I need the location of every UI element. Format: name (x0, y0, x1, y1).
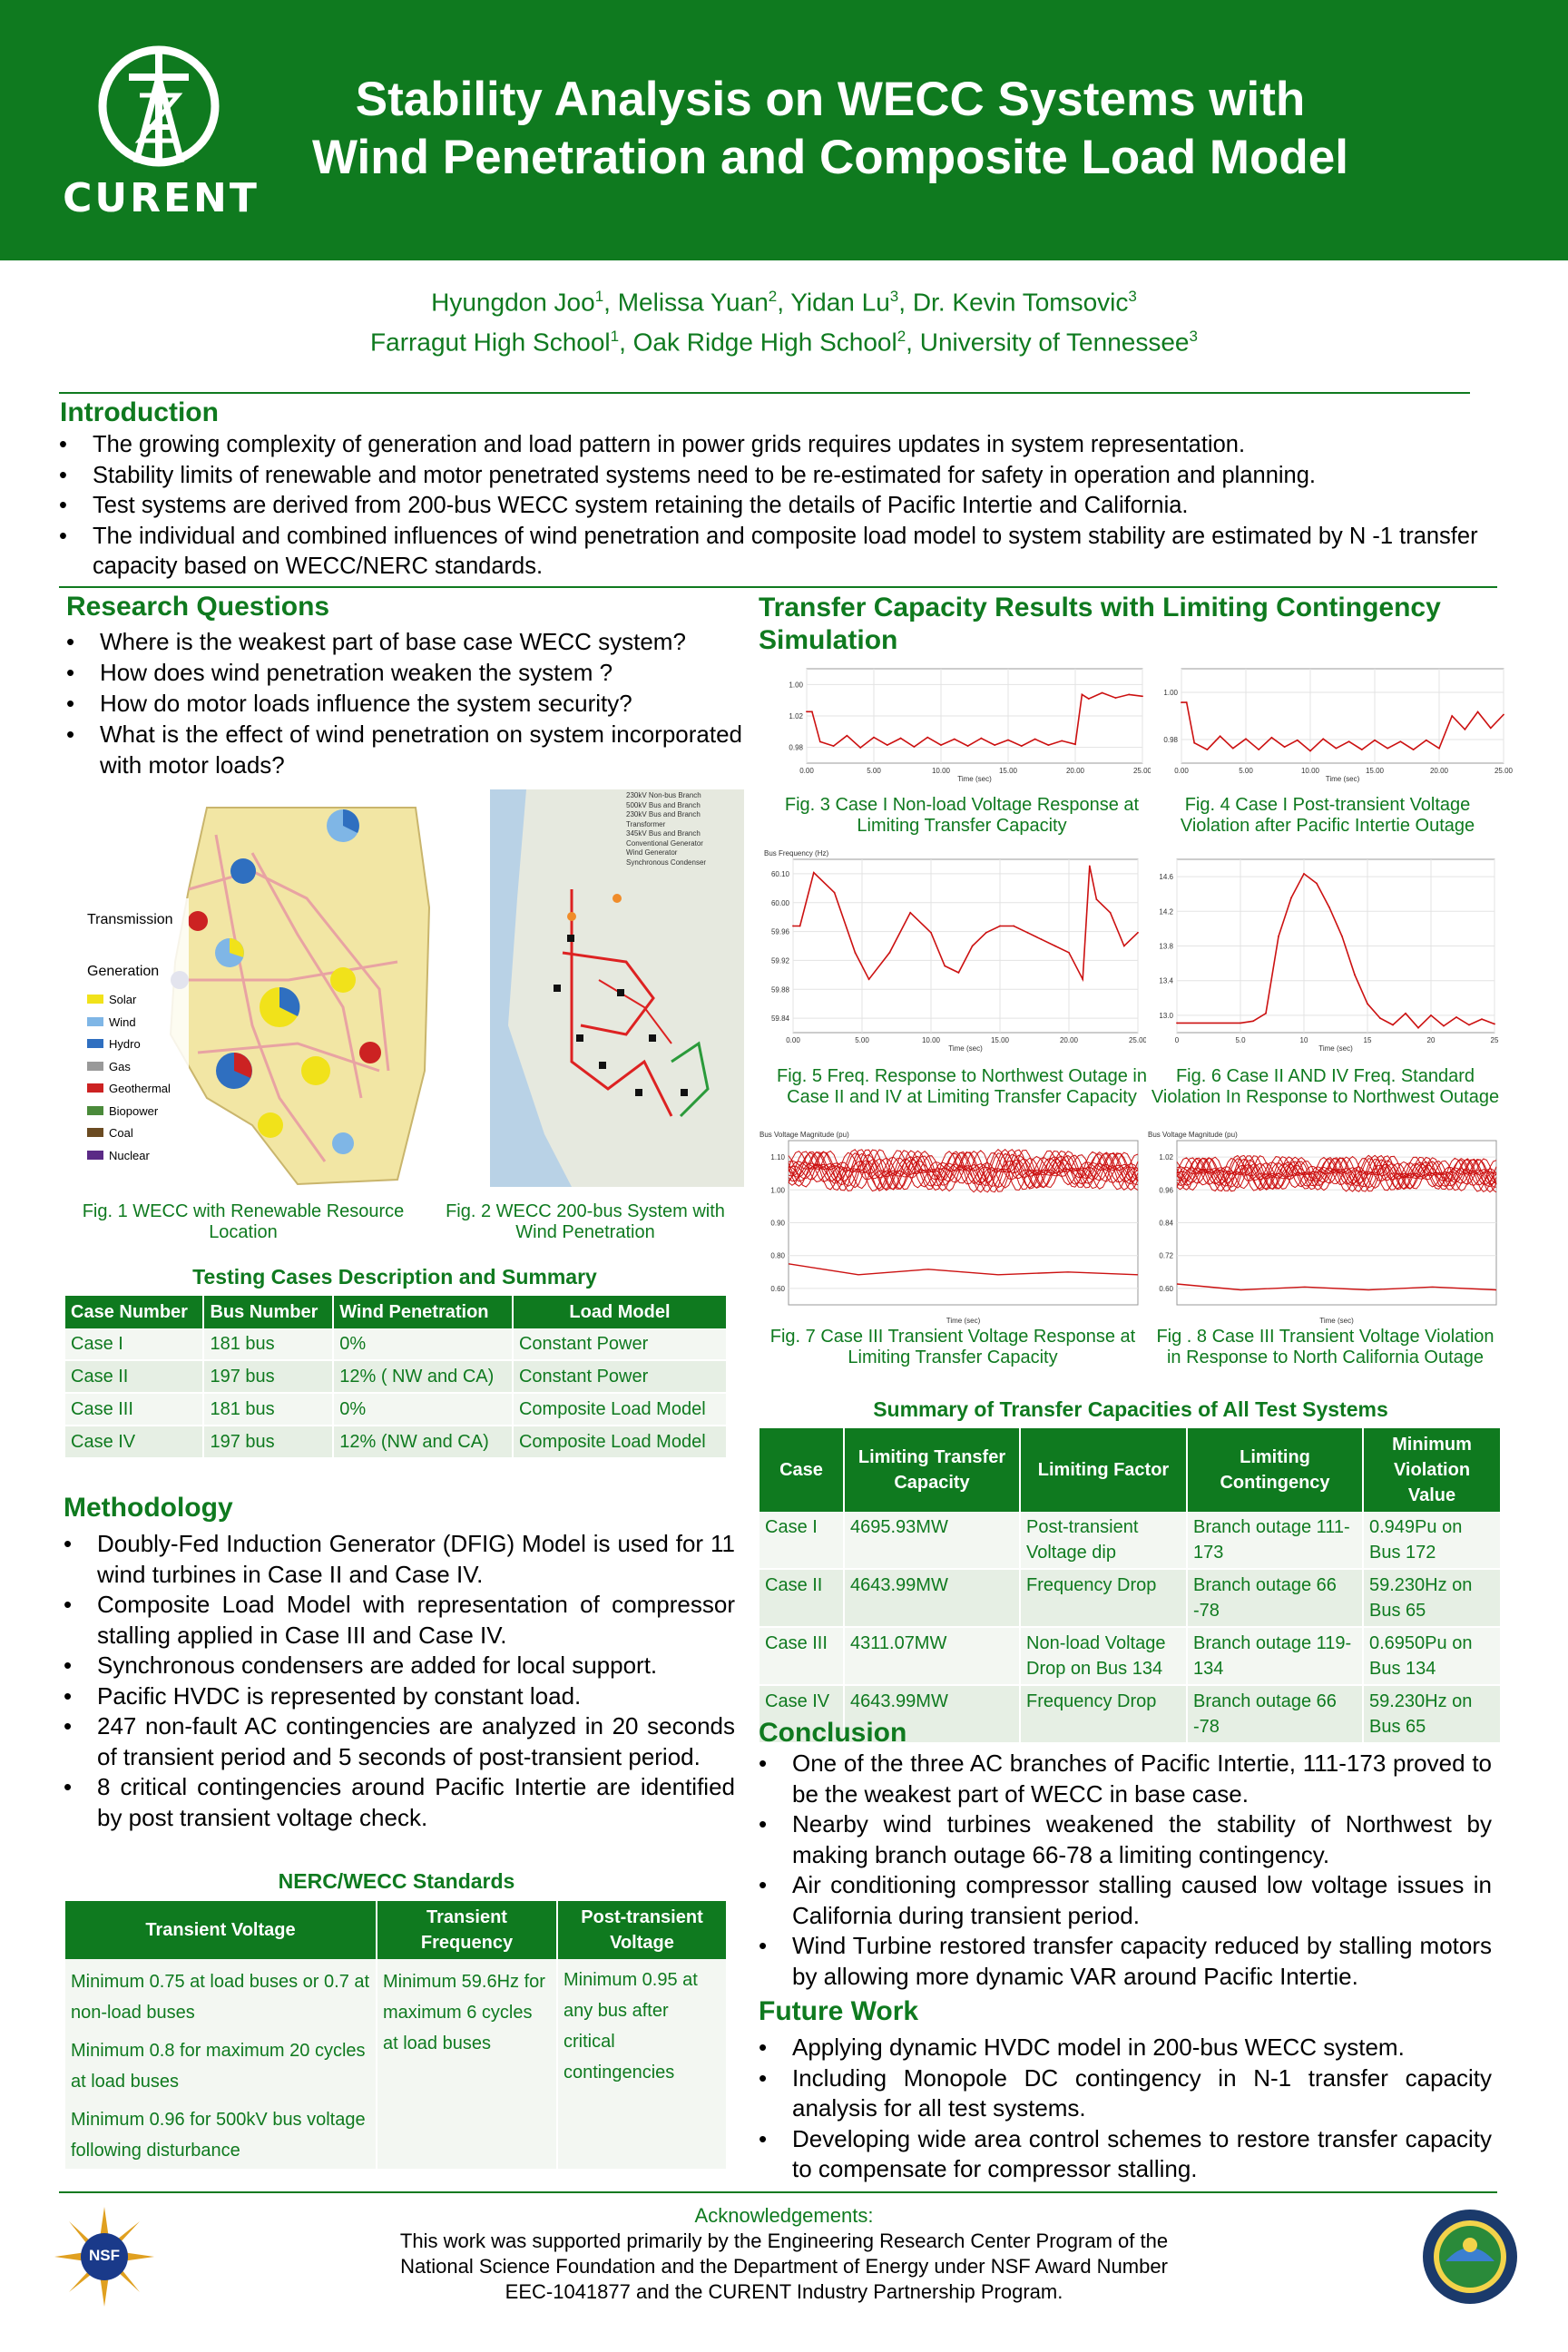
legend-item: Transformer (626, 819, 666, 828)
data-point (1110, 912, 1112, 914)
data-point (1021, 745, 1023, 747)
x-tick-label: 15.00 (1365, 767, 1385, 775)
y-tick-label: 59.84 (770, 1014, 789, 1024)
table-row: Case III 181 bus 0% Composite Load Model (65, 1393, 727, 1426)
poster-title (272, 71, 1388, 187)
x-tick-label: 25.00 (1128, 1036, 1148, 1044)
cases-table (65, 1296, 728, 1459)
data-point (1430, 1014, 1432, 1016)
legend-item: Biopower (87, 1101, 171, 1123)
y-tick-label: 1.00 (789, 681, 803, 690)
list-item: • Including Monopole DC contingency in N-1 transfer capacity analysis for all test systems. (759, 2063, 1492, 2124)
fig7-caption: Fig. 7 Case III Transient Voltage Response at Limiting Transfer Capacity (769, 1327, 1136, 1367)
fig6-caption: Fig. 6 Case II AND IV Freq. Standard Violation In Response to Northwest Outage (1151, 1066, 1500, 1107)
x-tick-label: 0.00 (1174, 767, 1189, 775)
column-header: Limiting Transfer Capacity (844, 1428, 1020, 1512)
list-item: • 247 non-fault AC contingencies are analyzed in 20 seconds of transient period and 5 seconds of post-transient period. (64, 1711, 735, 1772)
fig1-generation-label: Generation (87, 964, 160, 979)
methodology-list (64, 1529, 735, 1833)
y-tick-label: 14.6 (1159, 873, 1173, 882)
column-header: Post-transient Voltage (557, 1901, 727, 1959)
list-item: • How does wind penetration weaken the system ? (66, 657, 742, 688)
data-point (909, 912, 911, 914)
data-point (1265, 1013, 1267, 1014)
data-point (1316, 883, 1318, 885)
summary-table (760, 1428, 1502, 1744)
data-point (972, 946, 974, 947)
column-header: Minimum Violation Value (1363, 1428, 1501, 1512)
data-point (1252, 1020, 1254, 1022)
fig3-plot (776, 658, 1152, 783)
ack-line: EEC-1041877 and the CURENT Industry Partnership Program. (505, 2280, 1063, 2303)
data-point (1361, 749, 1363, 750)
legend-item: Gas (87, 1056, 171, 1079)
column-header: Bus Number (203, 1296, 333, 1328)
table-row: Case I 4695.93MW Post-transient Voltage dip Branch outage 111-173 0.949Pu on Bus 172 (760, 1512, 1501, 1569)
ack-line: National Science Foundation and the Department of Energy under NSF Award Number (400, 2255, 1168, 2278)
data-point (1068, 952, 1070, 954)
data-point (900, 738, 902, 740)
data-point (1481, 1018, 1483, 1020)
y-tick-label: 1.02 (1159, 1153, 1173, 1162)
title-line-1: Stability Analysis on WECC Systems with (355, 73, 1306, 126)
y-tick-label: 0.72 (1159, 1251, 1173, 1260)
x-tick-label: 20 (1426, 1036, 1436, 1044)
data-point (847, 735, 848, 737)
list-item: • Composite Load Model with representation of compressor stalling applied in Case III and Case IV. (64, 1590, 735, 1651)
acknowledgements (0, 2203, 1568, 2305)
y-axis-label: Bus Voltage Magnitude (pu) (1148, 1131, 1238, 1139)
data-point (873, 737, 875, 739)
data-point (1297, 740, 1298, 741)
data-point (940, 744, 942, 746)
data-point (1074, 743, 1076, 745)
nerc-table-title: NERC/WECC Standards (278, 1869, 515, 1893)
data-point (1348, 740, 1350, 742)
list-item: • Synchronous condensers are added for local support. (64, 1651, 735, 1681)
data-point (1007, 740, 1009, 741)
table-row: Case II 4643.99MW Frequency Drop Branch outage 66 -78 59.230Hz on Bus 65 (760, 1569, 1501, 1627)
y-tick-label: 13.8 (1159, 942, 1173, 951)
fig1-legend (87, 989, 171, 1167)
data-point (1013, 926, 1014, 927)
ack-heading: Acknowledgements: (694, 2204, 874, 2227)
list-item: • What is the effect of wind penetration on system incorporated with motor loads? (66, 719, 742, 780)
data-point (1142, 695, 1143, 697)
data-point (1494, 1024, 1495, 1025)
data-point (1082, 978, 1083, 980)
data-point (1465, 729, 1466, 730)
table-row: Case IV 4643.99MW Frequency Drop Branch outage 66 -78 59.230Hz on Bus 65 (760, 1685, 1501, 1743)
data-point (1374, 740, 1376, 741)
data-point (1468, 1024, 1470, 1026)
data-point (1417, 1027, 1419, 1029)
introduction-heading: Introduction (60, 397, 219, 427)
fig5-plot (762, 848, 1148, 1053)
research-list (66, 626, 742, 780)
fig1-caption: Fig. 1 WECC with Renewable Resource Location (82, 1201, 405, 1242)
data-point (792, 926, 794, 927)
x-tick-label: 15.00 (990, 1036, 1010, 1044)
data-point (1115, 697, 1117, 699)
legend-item: Conventional Generator (626, 838, 703, 848)
list-item: • Applying dynamic HVDC model in 200-bus WECC system. (759, 2033, 1492, 2063)
y-tick-label: 1.10 (770, 1153, 785, 1162)
list-item: • Where is the weakest part of base case WECC system? (66, 626, 742, 657)
conclusion-heading: Conclusion (759, 1718, 907, 1748)
x-axis-label: Time (sec) (1318, 1044, 1353, 1053)
data-point (1443, 1025, 1445, 1027)
column-header: Wind Penetration (333, 1296, 513, 1328)
data-point (1048, 744, 1050, 746)
list-item: • Nearby wind turbines weakened the stability of Northwest by making branch outage 66-78 a limiting contingency. (759, 1809, 1492, 1870)
column-header: Limiting Contingency (1187, 1428, 1363, 1512)
data-point (1123, 946, 1125, 947)
legend-item: Hydro (87, 1034, 171, 1056)
legend-item: 230kV Bus and Branch (626, 810, 701, 818)
standard-item: Minimum 59.6Hz for maximum 6 cycles at load buses (377, 1959, 557, 2170)
data-point (1328, 906, 1330, 908)
divider (59, 392, 1470, 394)
doe-seal-icon (1420, 2207, 1520, 2307)
plot-frame (793, 859, 1138, 1033)
x-tick-label: 0.00 (786, 1036, 800, 1044)
x-axis-label: Time (sec) (946, 1317, 981, 1325)
data-point (930, 932, 932, 934)
x-tick-label: 0.00 (799, 767, 814, 775)
title-line-2: Wind Penetration and Composite Load Model (312, 131, 1348, 184)
fig1-transmission-label: Transmission (87, 912, 173, 927)
legend-item: Solar (87, 989, 171, 1012)
y-tick-label: 0.96 (1159, 1186, 1173, 1195)
y-tick-label: 1.02 (789, 712, 803, 720)
data-point (1284, 746, 1286, 748)
data-point (1413, 749, 1415, 750)
x-tick-label: 5.00 (855, 1036, 869, 1044)
legend-item: Wind (87, 1012, 171, 1034)
data-point (1034, 739, 1036, 740)
data-point (981, 738, 983, 740)
data-point (833, 745, 835, 747)
table-row: Case I 181 bus 0% Constant Power (65, 1328, 727, 1360)
data-point (1341, 936, 1343, 937)
data-point (1245, 738, 1247, 740)
y-tick-label: 0.60 (1159, 1284, 1173, 1293)
x-tick-label: 25.00 (1132, 767, 1152, 775)
standard-item: Minimum 0.8 for maximum 20 cycles at load buses (71, 2041, 366, 2092)
x-tick-label: 15 (1363, 1036, 1372, 1044)
x-axis-label: Time (sec) (957, 775, 992, 783)
data-point (1181, 701, 1182, 703)
data-point (985, 932, 987, 934)
table-row: Case III 4311.07MW Non-load Voltage Drop on Bus 134 Branch outage 119-134 0.6950Pu on Bus 134 (760, 1627, 1501, 1685)
ack-line: This work was supported primarily by the Engineering Research Center Program of the (399, 2230, 1169, 2252)
methodology-heading: Methodology (64, 1493, 233, 1523)
divider (59, 2191, 1497, 2193)
data-point (1400, 740, 1402, 742)
x-tick-label: 5.00 (867, 767, 881, 775)
data-point (944, 965, 946, 967)
data-point (1271, 737, 1273, 739)
x-axis-label: Time (sec) (948, 1044, 983, 1053)
data-point (1054, 946, 1056, 947)
data-point (1387, 748, 1388, 750)
y-tick-label: 60.10 (770, 869, 789, 878)
table-row: Case IV 197 bus 12% (NW and CA) Composite Load Model (65, 1426, 727, 1458)
data-point (1193, 742, 1195, 744)
fig5-caption: Fig. 5 Freq. Response to Northwest Outage in Case II and IV at Limiting Transfer Capacity (777, 1066, 1147, 1107)
column-header: Case Number (65, 1296, 203, 1328)
table-row (65, 1959, 727, 2170)
legend-item: 500kV Bus and Branch (626, 800, 701, 809)
data-point (806, 710, 808, 712)
table-header-row (760, 1428, 1501, 1512)
data-point (1232, 748, 1234, 750)
list-item: • Developing wide area control schemes to restore transfer capacity to compensate for compressor stalling. (759, 2124, 1492, 2185)
column-header: Load Model (513, 1296, 727, 1328)
fig4-plot (1151, 658, 1514, 783)
data-point (1082, 693, 1083, 695)
data-point (859, 747, 861, 749)
data-point (1176, 1022, 1178, 1024)
data-point (1367, 1003, 1368, 1004)
data-point (1426, 740, 1427, 741)
x-tick-label: 15.00 (998, 767, 1018, 775)
y-tick-label: 60.00 (770, 898, 789, 907)
y-tick-label: 0.98 (1163, 736, 1178, 744)
fig6-plot (1146, 848, 1500, 1053)
fig3-caption: Fig. 3 Case I Non-load Voltage Response at Limiting Transfer Capacity (784, 795, 1140, 836)
data-point (967, 745, 969, 747)
list-item: • Air conditioning compressor stalling caused low voltage issues in California during transient period. (759, 1870, 1492, 1931)
data-point (889, 952, 891, 954)
data-point (1102, 692, 1103, 694)
fig8-caption: Fig . 8 Case III Transient Voltage Violation in Response to North California Outage (1156, 1327, 1494, 1367)
y-tick-label: 0.80 (770, 1251, 785, 1260)
y-axis-label: Bus Voltage Magnitude (pu) (760, 1131, 849, 1139)
legend-item: Coal (87, 1122, 171, 1145)
data-point (1451, 715, 1453, 717)
column-header: Transient Frequency (377, 1901, 557, 1959)
data-point (1128, 693, 1130, 695)
data-point (1278, 936, 1279, 937)
y-tick-label: 14.2 (1159, 907, 1173, 916)
data-point (1405, 1013, 1406, 1014)
y-tick-label: 0.98 (789, 743, 803, 752)
y-tick-label: 0.84 (1159, 1219, 1173, 1228)
fig1-map (71, 799, 434, 1189)
standard-item: Minimum 0.75 at load buses or 0.7 at non-load buses (71, 1972, 370, 2023)
data-point (1137, 932, 1139, 934)
x-tick-label: 20.00 (1429, 767, 1449, 775)
legend-item: 230kV Non-bus Branch (626, 791, 701, 799)
doe-seal (1420, 2207, 1520, 2307)
list-item: • The individual and combined influences of wind penetration and composite load model to system stability are estimated by N -1 transfer capacity based on WECC/NERC standards. (59, 522, 1511, 583)
table-header-row (65, 1901, 727, 1959)
data-point (813, 872, 815, 874)
data-point (926, 737, 928, 739)
x-axis-label: Time (sec) (1325, 775, 1360, 783)
y-tick-label: 1.00 (1163, 689, 1178, 697)
data-point (834, 892, 836, 894)
future-list (759, 2033, 1492, 2185)
legend-item: Nuclear (87, 1145, 171, 1168)
x-axis-label: Time (sec) (1319, 1317, 1354, 1325)
y-tick-label: 59.92 (770, 956, 789, 965)
data-point (1186, 701, 1188, 703)
data-point (1041, 938, 1043, 940)
list-item: • Doubly-Fed Induction Generator (DFIG) Model is used for 11 wind turbines in Case II and Case IV. (64, 1529, 735, 1590)
data-point (1503, 714, 1504, 716)
data-point (1322, 738, 1324, 740)
data-point (1438, 748, 1440, 750)
column-header: Transient Voltage (65, 1901, 377, 1959)
data-point (914, 746, 916, 748)
standard-item: Minimum 0.96 for 500kV bus voltage following disturbance (71, 2110, 366, 2161)
list-item: • Test systems are derived from 200-bus WECC system retaining the details of Pacific Intertie and California. (59, 491, 1511, 522)
authors-block (0, 279, 1568, 360)
plot-frame (1181, 669, 1504, 763)
y-tick-label: 0.90 (770, 1219, 785, 1228)
data-point (799, 926, 801, 927)
x-tick-label: 25.00 (1494, 767, 1514, 775)
fig2-caption: Fig. 2 WECC 200-bus System with Wind Penetration (446, 1201, 725, 1242)
data-point (1220, 735, 1221, 737)
author-affiliations: Farragut High School$^1$, Oak Ridge High School$^2$, University of Tennessee$^3$ (370, 328, 1198, 357)
data-point (1303, 873, 1305, 875)
data-point (1455, 1016, 1457, 1018)
legend-item: Geothermal (87, 1078, 171, 1101)
data-point (1379, 1017, 1381, 1019)
list-item: • Pacific HVDC is represented by constant load. (64, 1681, 735, 1712)
data-point (1240, 1022, 1241, 1024)
x-tick-label: 10.00 (1300, 767, 1320, 775)
curent-logo (45, 41, 272, 222)
list-item: • One of the three AC branches of Pacific Intertie, 111-173 proved to be the weakest part of WECC in base case. (759, 1749, 1492, 1809)
nsf-logo (54, 2207, 154, 2307)
data-point (954, 739, 956, 740)
column-header: Limiting Factor (1020, 1428, 1187, 1512)
divider (59, 586, 1497, 588)
data-point (1490, 727, 1492, 729)
data-point (819, 740, 821, 742)
y-tick-label: 59.88 (770, 985, 789, 995)
cases-table-title: Testing Cases Description and Summary (192, 1265, 597, 1289)
data-point (1061, 740, 1063, 742)
fig2-map (490, 789, 744, 1187)
x-tick-label: 20.00 (1059, 1036, 1079, 1044)
list-item: • Stability limits of renewable and motor penetrated systems need to be re-estimated for safety in operation and planning. (59, 461, 1511, 492)
y-tick-label: 59.96 (770, 927, 789, 936)
results-heading: Transfer Capacity Results with Limiting Contingency Simulation (759, 593, 1441, 655)
x-tick-label: 10 (1299, 1036, 1308, 1044)
column-header: Case (760, 1428, 844, 1512)
nerc-table (65, 1901, 728, 2171)
fig4-caption: Fig. 4 Case I Post-transient Voltage Violation after Pacific Intertie Outage (1180, 795, 1475, 836)
introduction-list (59, 430, 1511, 583)
legend-item: Synchronous Condenser (626, 858, 707, 867)
data-point (1336, 748, 1338, 750)
legend-item: Wind Generator (626, 848, 678, 857)
standard-item: Minimum 0.95 at any bus after critical contingencies (557, 1959, 727, 2170)
list-item: • 8 critical contingencies around Pacific Intertie are identified by post transient voltage check. (64, 1772, 735, 1833)
x-tick-label: 10.00 (921, 1036, 941, 1044)
data-point (1089, 865, 1091, 867)
data-point (1290, 897, 1292, 899)
data-point (1096, 898, 1098, 900)
fig8-plot (1146, 1130, 1502, 1325)
x-tick-label: 0 (1174, 1036, 1180, 1044)
summary-table-title: Summary of Transfer Capacities of All Test Systems (873, 1397, 1388, 1421)
data-point (1309, 750, 1311, 752)
data-point (958, 972, 960, 974)
y-tick-label: 13.4 (1159, 976, 1173, 985)
author-names: Hyungdon Joo$^1$, Melissa Yuan$^2$, Yidan Lu$^3$, Dr. Kevin Tomsovic$^3$ (431, 288, 1137, 317)
x-tick-label: 25 (1490, 1036, 1499, 1044)
logo-text: CURENT (63, 175, 260, 221)
nsf-text: NSF (89, 2247, 120, 2264)
y-tick-label: 0.60 (770, 1284, 785, 1293)
legend-item: 345kV Bus and Branch (626, 829, 701, 838)
x-tick-label: 10.00 (931, 767, 951, 775)
data-point (811, 710, 813, 712)
data-point (887, 744, 888, 746)
data-point (1477, 711, 1479, 713)
data-point (1258, 749, 1259, 750)
y-axis-label: Bus Frequency (Hz) (764, 849, 829, 858)
data-point (999, 926, 1001, 927)
y-tick-label: 13.0 (1159, 1011, 1173, 1020)
data-point (994, 744, 995, 746)
data-point (1207, 749, 1209, 750)
data-point (1392, 1024, 1394, 1026)
data-point (855, 952, 857, 954)
data-point (868, 978, 870, 980)
fig7-plot (758, 1130, 1143, 1325)
future-heading: Future Work (759, 1996, 919, 2026)
x-tick-label: 20.00 (1065, 767, 1085, 775)
fig2-legend (626, 791, 706, 867)
list-item: • How do motor loads influence the system security? (66, 688, 742, 719)
table-row: Case II 197 bus 12% ( NW and CA) Constant Power (65, 1360, 727, 1393)
list-item: • The growing complexity of generation and load pattern in power grids requires updates in system representation. (59, 430, 1511, 461)
data-point (1354, 974, 1356, 975)
list-item: • Wind Turbine restored transfer capacity reduced by stalling motors by allowing more dynamic VAR around Pacific Intertie. (759, 1931, 1492, 1992)
research-heading: Research Questions (66, 592, 330, 622)
table-header-row (65, 1296, 727, 1328)
y-tick-label: 1.00 (770, 1186, 785, 1195)
data-point (1027, 932, 1029, 934)
data-point (1088, 698, 1090, 700)
x-tick-label: 5.00 (1239, 767, 1253, 775)
x-tick-label: 5.0 (1235, 1036, 1246, 1044)
conclusion-list (759, 1749, 1492, 1992)
